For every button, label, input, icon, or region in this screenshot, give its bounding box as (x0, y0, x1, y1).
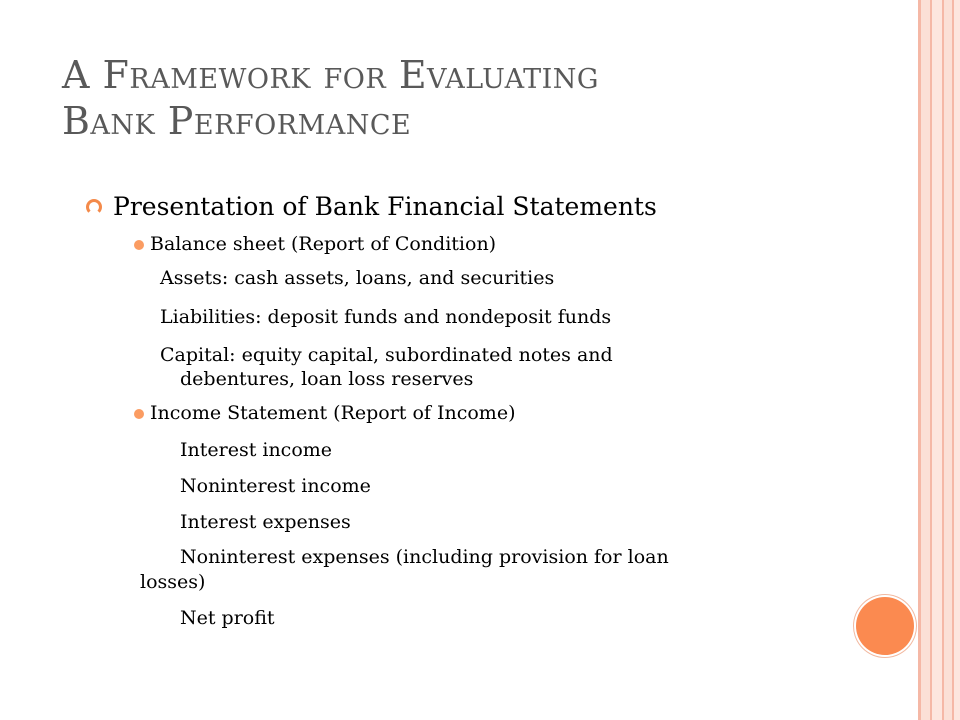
bullet-dot-icon (134, 240, 144, 250)
income-statement-item: Net profit (180, 607, 275, 629)
balance-sheet-item-continued: debentures, loan loss reserves (180, 368, 474, 390)
bullet-dot-icon (134, 409, 144, 419)
edge-stripe (944, 0, 952, 720)
title-line-2: Bank Performance (62, 99, 412, 143)
balance-sheet-item: Assets: cash assets, loans, and securities (160, 267, 555, 289)
income-statement-heading: Income Statement (Report of Income) (150, 402, 516, 424)
income-statement-item: Interest expenses (180, 511, 351, 533)
edge-stripe (932, 0, 942, 720)
income-statement-item: Noninterest income (180, 475, 371, 497)
slide-title (62, 52, 822, 144)
title-line-1: A Framework for Evaluating (62, 53, 599, 97)
income-statement-item-continued: losses) (140, 571, 206, 593)
level1-item: Presentation of Bank Financial Statements (113, 192, 657, 221)
income-statement-item: Noninterest expenses (including provision for loan (180, 546, 669, 568)
balance-sheet-heading: Balance sheet (Report of Condition) (150, 233, 497, 255)
balance-sheet-item: Liabilities: deposit funds and nondeposit funds (160, 306, 612, 328)
edge-stripe (921, 0, 930, 720)
decorative-circle (856, 597, 914, 655)
edge-stripe (954, 0, 960, 720)
open-circle-bullet-icon (86, 199, 102, 215)
income-statement-item: Interest income (180, 439, 333, 461)
balance-sheet-item: Capital: equity capital, subordinated notes and (160, 344, 613, 366)
